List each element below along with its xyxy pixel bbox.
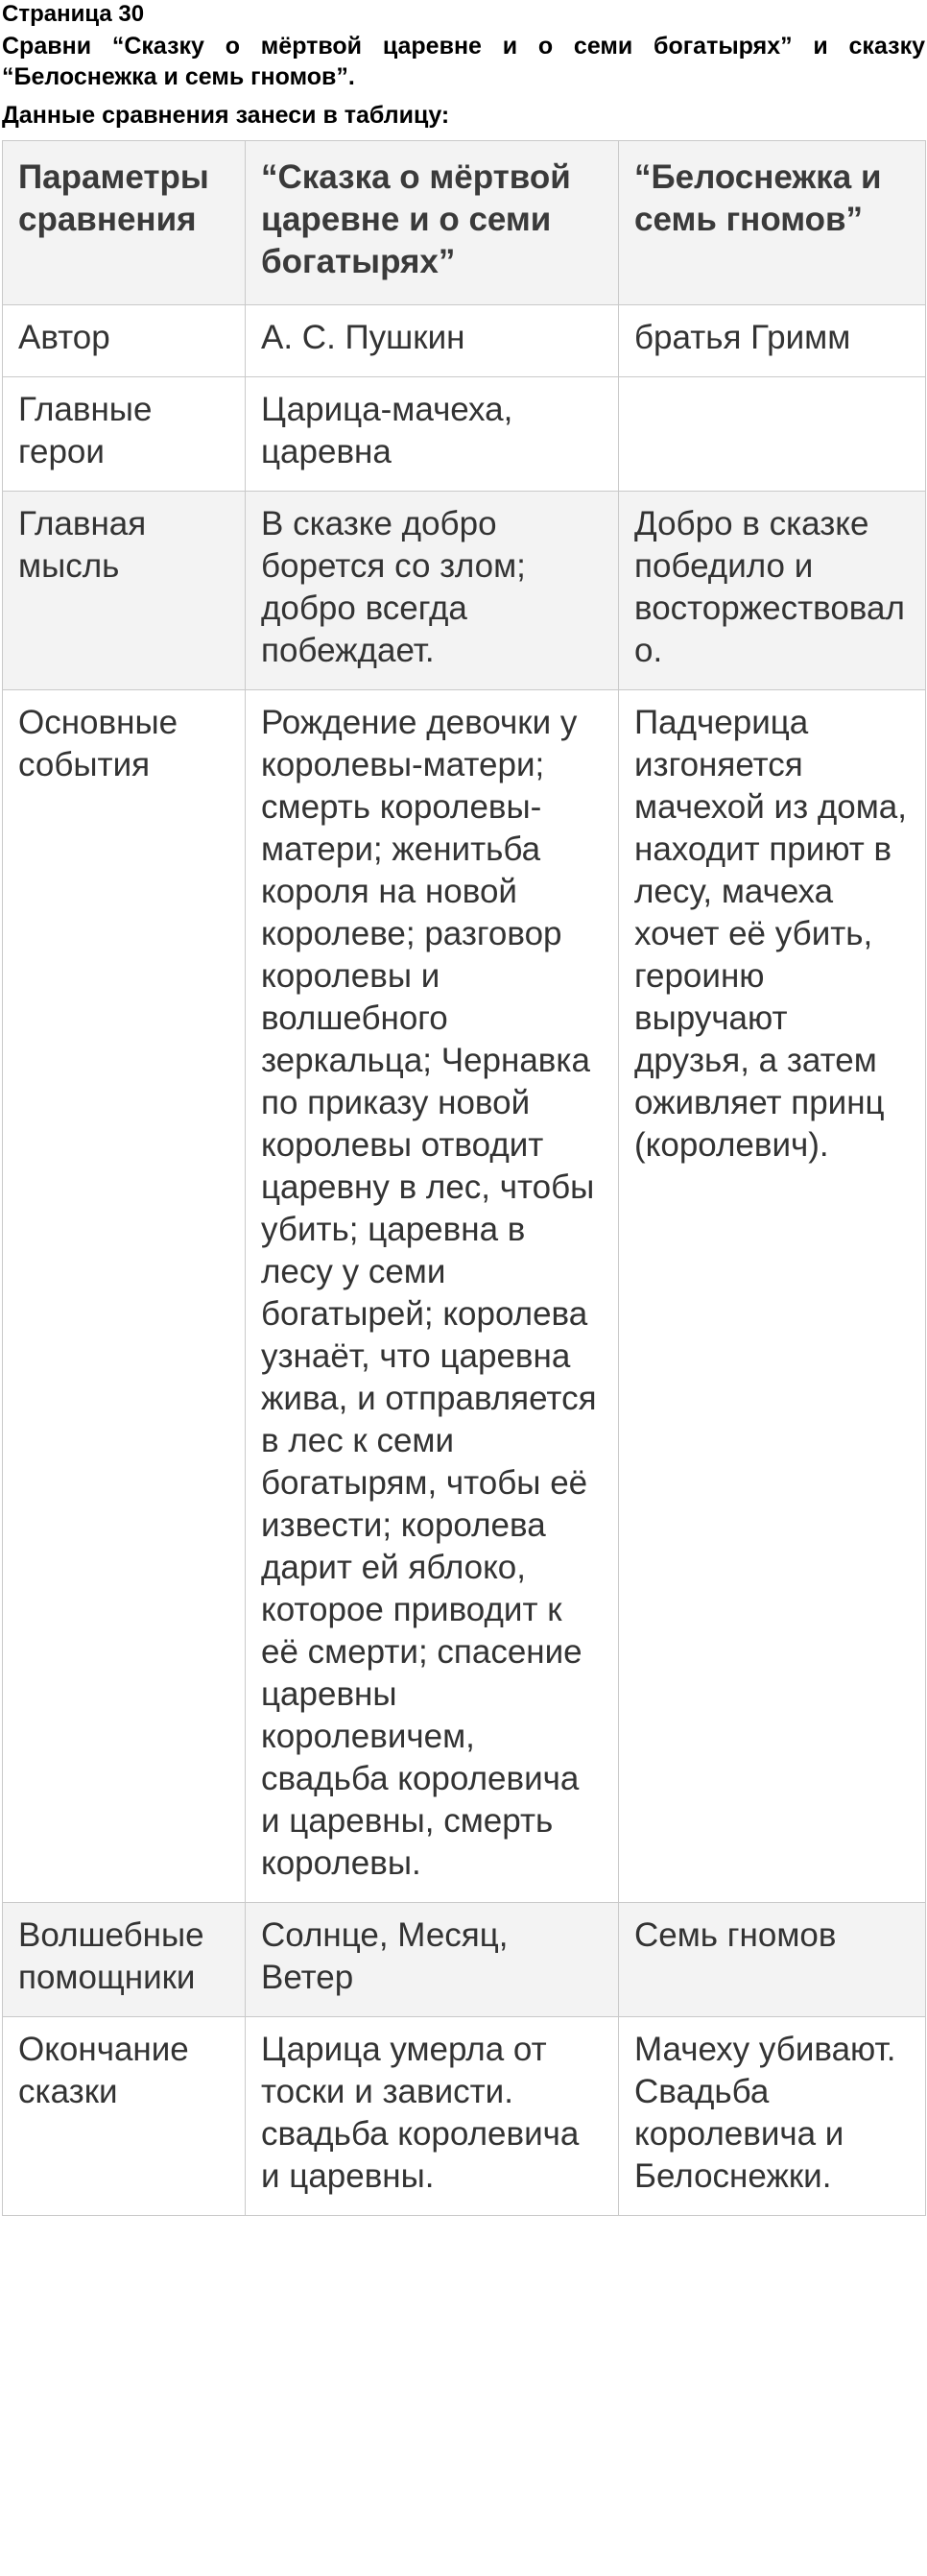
belosnezhka-cell: Падчерица изгоняется мачехой из дома, находит приют в лесу, мачеха хочет её убить, героиню выручают друзья, а затем оживляет принц (королевич). (619, 690, 926, 1903)
table-row (3, 1903, 926, 2017)
table-row (3, 2017, 926, 2216)
skazka-cell: А. С. Пушкин (246, 305, 619, 377)
skazka-cell: В сказке добро борется со злом; добро всегда побеждает. (246, 492, 619, 690)
table-row (3, 377, 926, 492)
header-cell-skazka: “Сказка о мёртвой царевне и о семи богатырях” (246, 141, 619, 305)
skazka-cell: Рождение девочки у королевы-матери; смерть королевы-матери; женитьба короля на новой королеве; разговор королевы и волшебного зеркальца; Чернавка по приказу новой королевы отводит царевну в лес, чтобы убить; царевна в лесу у семи богатырей; королева узнаёт, что царевна жива, и отправляется в лес к семи богатырям, чтобы её извести; королева дарит ей яблоко, которое приводит к её смерти; спасение царевны королевичем, свадьба королевича и царевны, смерть королевы. (246, 690, 619, 1903)
param-cell: Главные герои (3, 377, 246, 492)
page-title: Страница 30 (2, 1, 145, 27)
table-row (3, 305, 926, 377)
param-cell: Главная мысль (3, 492, 246, 690)
skazka-cell: Солнце, Месяц, Ветер (246, 1903, 619, 2017)
header-cell-params: Параметры сравнения (3, 141, 246, 305)
table-row (3, 690, 926, 1903)
skazka-cell: Царица умерла от тоски и зависти. свадьба королевича и царевны. (246, 2017, 619, 2216)
table-header-row (3, 141, 926, 305)
skazka-cell: Царица-мачеха, царевна (246, 377, 619, 492)
belosnezhka-cell (619, 377, 926, 492)
param-cell: Окончание сказки (3, 2017, 246, 2216)
belosnezhka-cell: Мачеху убивают. Свадьба королевича и Белоснежки. (619, 2017, 926, 2216)
table-row (3, 492, 926, 690)
comparison-table (2, 140, 926, 2216)
param-cell: Автор (3, 305, 246, 377)
task-text: Сравни “Сказку о мёртвой царевне и о семи богатырях” и сказку “Белоснежка и семь гномов”. (2, 33, 925, 90)
param-cell: Волшебные помощники (3, 1903, 246, 2017)
header-cell-belosnezhka: “Белоснежка и семь гномов” (619, 141, 926, 305)
belosnezhka-cell: Семь гномов (619, 1903, 926, 2017)
belosnezhka-cell: Добро в сказке победило и восторжествовало. (619, 492, 926, 690)
param-cell: Основные события (3, 690, 246, 1903)
belosnezhka-cell: братья Гримм (619, 305, 926, 377)
intro-text: Данные сравнения занеси в таблицу: (2, 102, 450, 129)
